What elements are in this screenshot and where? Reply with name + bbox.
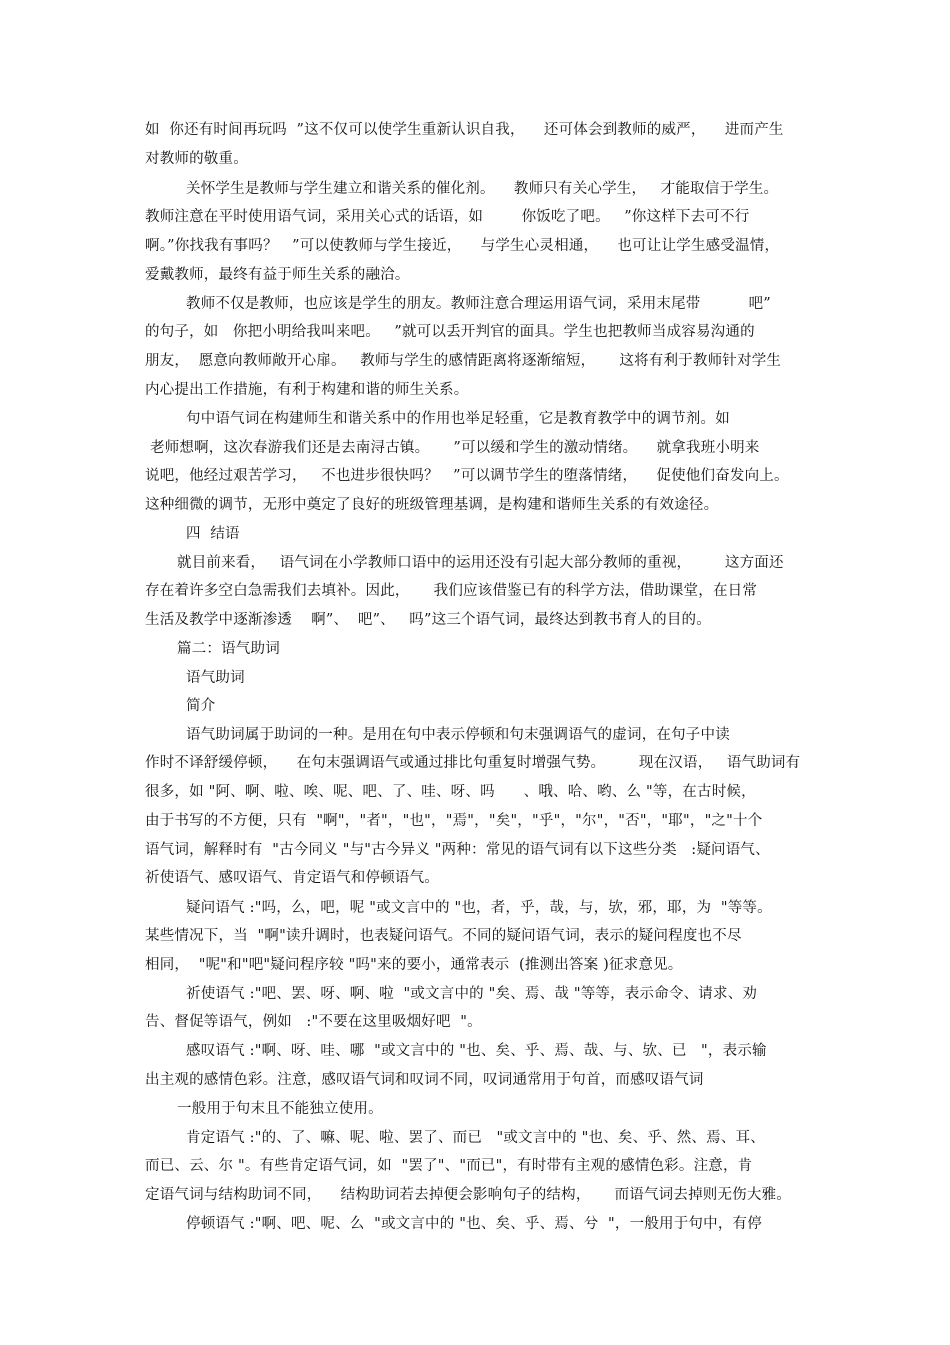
- text-line: 语气助词属于助词的一种。是用在句中表示停顿和句末强调语气的虚词，在句子中读: [186, 727, 730, 743]
- text-line: 句中语气词在构建师生和谐关系中的作用也举足轻重，它是教育教学中的调节剂。如: [186, 411, 730, 427]
- text-line: 生活及教学中逐渐渗透 啊”、 吧”、 吗”这三个语气词，最终达到教书育人的目的。: [145, 612, 711, 628]
- text-line: 某些情况下，当 "啊"读升调时，也表疑问语气。不同的疑问语气词，表示的疑问程度也不尽: [145, 928, 742, 944]
- text-line: 而已、云、尔 "。有些肯定语气词，如 "罢了"、"而已"，有时带有主观的感情色彩。注意，肯: [145, 1158, 753, 1174]
- text-line: 语气词，解释时有 "古今同义 "与"古今异义 "两种：常见的语气词有以下这些分类 :疑问语气、: [145, 842, 770, 858]
- text-line: 告、督促等语气，例如 :"不要在这里吸烟好吧 "。: [145, 1014, 482, 1030]
- text-line: 就目前来看， 语气词在小学教师口语中的运用还没有引起大部分教师的重视， 这方面还: [177, 555, 784, 571]
- section-heading: 语气助词: [186, 670, 245, 686]
- text-line: 啊。”你找我有事吗？ ”可以使教师与学生接近， 与学生心灵相通， 也可让让学生感受温情，: [145, 238, 780, 254]
- text-line: 祈使语气 :"吧、罢、呀、啊、啦 "或文言中的 "矣、焉、哉 "等等，表示命令、请求、劝: [186, 986, 758, 1002]
- text-line: 一般用于句末且不能独立使用。: [177, 1101, 383, 1117]
- text-line: 很多，如 "阿、啊、啦、唉、呢、吧、了、哇、呀、吗 、哦、哈、哟、么 "等，在古时候，: [145, 784, 756, 800]
- text-line: 作时不译舒缓停顿， 在句末强调语气或通过排比句重复时增强气势。 现在汉语， 语气助词有: [145, 755, 801, 771]
- text-line: 如 你还有时间再玩吗 ”这不仅可以使学生重新认识自我， 还可体会到教师的威严， 进而产生: [145, 122, 784, 138]
- text-line: 朋友， 愿意向教师敞开心扉。 教师与学生的感情距离将逐渐缩短， 这将有利于教师针对学生: [145, 353, 782, 369]
- text-line: 内心提出工作措施，有利于构建和谐的师生关系。: [145, 382, 469, 398]
- text-line: 肯定语气 :"的、了、嘛、呢、啦、罢了、而已 "或文言中的 "也、矣、乎、然、焉、耳、: [186, 1130, 765, 1146]
- text-line: 祈使语气、感叹语气、肯定语气和停顿语气。: [145, 870, 439, 886]
- text-line: 教师不仅是教师，也应该是学生的朋友。教师注意合理运用语气词，采用末尾带 吧”: [186, 296, 771, 312]
- text-line: 存在着许多空白急需我们去填补。因此， 我们应该借鉴已有的科学方法，借助课堂，在日常: [145, 583, 758, 599]
- text-line: 教师注意在平时使用语气词，采用关心式的话语，如 你饭吃了吧。 ”你这样下去可不行: [145, 209, 750, 225]
- text-line: 定语气词与结构助词不同， 结构助词若去掉便会影响句子的结构， 而语气词去掉则无伤大雅。: [145, 1187, 791, 1203]
- text-line: 对教师的敬重。: [145, 151, 248, 167]
- text-line: 这种细微的调节，无形中奠定了良好的班级管理基调，是构建和谐师生关系的有效途径。: [145, 497, 719, 513]
- text-line: 爱戴教师，最终有益于师生关系的融洽。: [145, 267, 410, 283]
- text-line: 相同， "呢"和"吧"疑问程序较 "吗"来的要小，通常表示 (推测出答案 )征求意见。: [145, 957, 683, 973]
- text-line: 老师想啊，这次春游我们还是去南浔古镇。 ”可以缓和学生的激动情绪。 就拿我班小明来: [150, 440, 760, 456]
- text-line: 感叹语气 :"啊、呀、哇、哪 "或文言中的 "也、矣、乎、焉、哉、与、欤、已 "，表示输: [186, 1043, 767, 1059]
- text-line: 停顿语气 :"啊、吧、呢、么 "或文言中的 "也、矣、乎、焉、兮 "，一般用于句中，有停: [186, 1216, 762, 1232]
- section-heading: 篇二：语气助词: [177, 641, 280, 657]
- section-heading: 简介: [186, 698, 216, 714]
- text-line: 的句子，如 你把小明给我叫来吧。 ”就可以丢开判官的面具。学生也把教师当成容易沟通的: [145, 324, 755, 340]
- text-line: 疑问语气 :"吗，么，吧，呢 "或文言中的 "也，者，乎，哉，与，欤，邪，耶，为 "等等。: [186, 900, 772, 916]
- text-line: 关怀学生是教师与学生建立和谐关系的催化剂。 教师只有关心学生， 才能取信于学生。: [186, 181, 779, 197]
- text-line: 由于书写的不方便，只有 "啊"，"者"，"也"，"焉"，"矣"，"乎"，"尔"，"否"，"耶"，"之"十个: [145, 813, 763, 829]
- text-line: 说吧，他经过艰苦学习， 不也进步很快吗？ ”可以调节学生的堕落情绪， 促使他们奋发向上。: [145, 468, 789, 484]
- section-heading: 四 结语: [186, 526, 240, 542]
- text-line: 出主观的感情色彩。注意，感叹语气词和叹词不同，叹词通常用于句首，而感叹语气词: [145, 1072, 704, 1088]
